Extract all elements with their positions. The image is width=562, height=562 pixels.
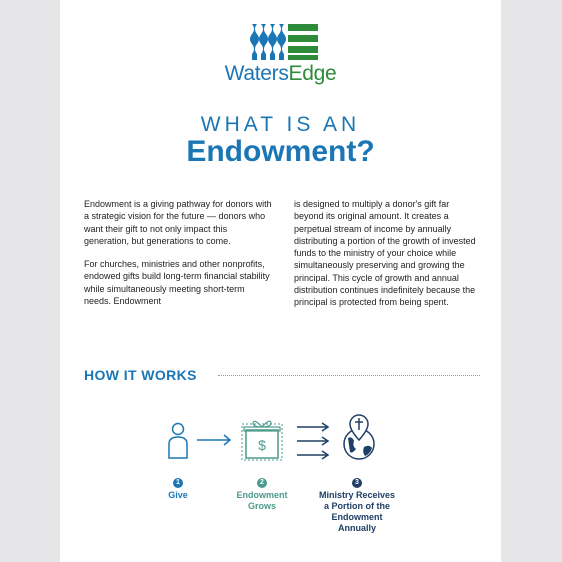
gift-box-icon	[240, 414, 284, 462]
paragraph: For churches, ministries and other nonprofits, endowed gifts build long-term financial stability while simultaneously meeting short-term needs. Endowment	[84, 259, 270, 307]
waters-edge-logo	[60, 22, 501, 88]
document-page	[60, 0, 501, 562]
body-column-left	[84, 198, 274, 318]
step-number: 3	[352, 478, 362, 488]
dotted-divider	[218, 375, 480, 376]
step-label: Endowment	[331, 512, 383, 522]
step-label: Give	[168, 490, 188, 500]
heading-line1: WHAT IS AN	[200, 113, 361, 136]
logo-wordmark	[60, 62, 501, 86]
step-label: Ministry Receives	[318, 490, 396, 500]
process-diagram	[60, 410, 501, 560]
step-endowment-grows	[222, 476, 302, 512]
step-ministry-receives	[304, 476, 410, 534]
waters-edge-logo-icon	[250, 22, 320, 62]
body-column-right	[294, 198, 480, 320]
step-number: 1	[173, 478, 183, 488]
step-number: 2	[257, 478, 267, 488]
heading-line2: Endowment?	[186, 135, 375, 168]
step-label: Annually	[337, 523, 376, 533]
section-title: HOW IT WORKS	[84, 367, 201, 383]
triple-arrow-icon	[296, 422, 330, 460]
step-label: a Portion of the	[324, 501, 390, 511]
logo-name-main: Waters	[224, 62, 289, 85]
how-it-works-header	[84, 367, 484, 385]
paragraph: is designed to multiply a donor's gift far beyond its original amount. It creates a perpetual stream of income by annually distributing a portion of the growth of invested funds to the ministry of your choice while simultaneously preserving and growing the principal. This cycle of growth and annual distribution continues indefinitely because the principal is protected from being spent.	[294, 199, 476, 308]
step-give	[138, 476, 218, 501]
logo-name-accent: Edge	[288, 62, 337, 85]
paragraph: Endowment is a giving pathway for donors with a strategic vision for the future — donors who want their gift to not only impact this generation, but generations to come.	[84, 199, 272, 246]
globe-cross-pin-icon	[340, 414, 380, 464]
step-label: Endowment	[236, 490, 288, 500]
svg-text:$: $	[258, 437, 266, 453]
arrow-right-icon	[196, 434, 232, 446]
step-label: Grows	[247, 501, 276, 511]
person-icon	[166, 422, 190, 460]
